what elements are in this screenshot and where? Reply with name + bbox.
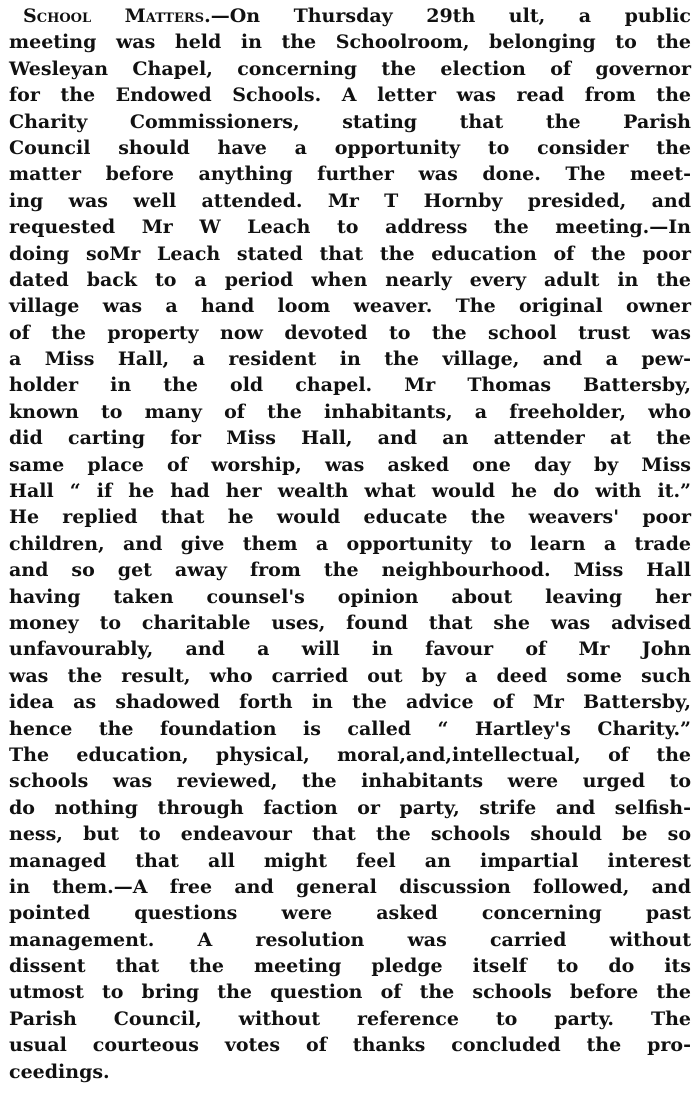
article-line: unfavourably, and a will in favour of Mr John [9, 638, 691, 661]
article-line: Parish Council, without reference to party. The [9, 1007, 691, 1030]
article-line: utmost to bring the question of the schools before the [9, 981, 691, 1004]
article-line: Charity Commissioners, stating that the Parish [9, 110, 691, 133]
article-text: —On Thursday 29th ult, a public [210, 5, 691, 27]
article-line: hence the foundation is called “ Hartley's Charity.” [9, 717, 691, 740]
article-line: Wesleyan Chapel, concerning the election of governor [9, 57, 691, 80]
article-line: management. A resolution was carried without [9, 928, 691, 951]
article-line: pointed questions were asked concerning past [9, 902, 691, 925]
newspaper-article [9, 3, 691, 1085]
article-line: do nothing through faction or party, strife and selfish- [9, 796, 691, 819]
article-line: ing was well attended. Mr T Hornby presided, and [9, 189, 691, 212]
article-line: doing soMr Leach stated that the education of the poor [9, 242, 691, 265]
article-line: managed that all might feel an impartial interest [9, 849, 691, 872]
article-line: Council should have a opportunity to consider the [9, 136, 691, 159]
article-first-line [9, 3, 691, 29]
article-line: of the property now devoted to the school trust was [9, 321, 691, 344]
article-line: usual courteous votes of thanks concluded the pro- [9, 1034, 691, 1057]
article-line: a Miss Hall, a resident in the village, and a pew- [9, 348, 691, 371]
article-line: matter before anything further was done. The meet- [9, 163, 691, 186]
article-line: known to many of the inhabitants, a freeholder, who [9, 400, 691, 423]
article-line: for the Endowed Schools. A letter was read from the [9, 84, 691, 107]
article-line: requested Mr W Leach to address the meeting.—In [9, 216, 691, 239]
article-line: children, and give them a opportunity to learn a trade [9, 532, 691, 555]
article-line: was the result, who carried out by a deed some such [9, 664, 691, 687]
article-line: village was a hand loom weaver. The original owner [9, 295, 691, 318]
article-line: The education, physical, moral,and,intellectual, of the [9, 743, 691, 766]
article-heading: School Matters. [23, 5, 211, 27]
article-line: ness, but to endeavour that the schools should be so [9, 823, 691, 846]
article-line: idea as shadowed forth in the advice of Mr Battersby, [9, 691, 691, 714]
article-line: money to charitable uses, found that she was advised [9, 611, 691, 634]
article-line: same place of worship, was asked one day by Miss [9, 453, 691, 476]
article-line: ceedings. [9, 1060, 110, 1083]
article-line: Hall “ if he had her wealth what would he do with it.” [9, 480, 691, 503]
article-line: He replied that he would educate the weavers' poor [9, 506, 691, 529]
article-line: dissent that the meeting pledge itself to do its [9, 955, 691, 978]
article-line: in them.—A free and general discussion followed, and [9, 875, 691, 898]
article-line: having taken counsel's opinion about leaving her [9, 585, 691, 608]
article-line: schools was reviewed, the inhabitants were urged to [9, 770, 691, 793]
article-body [9, 29, 691, 1085]
article-line: meeting was held in the Schoolroom, belonging to the [9, 31, 691, 54]
article-line: and so get away from the neighbourhood. Miss Hall [9, 559, 691, 582]
article-line: did carting for Miss Hall, and an attender at the [9, 427, 691, 450]
article-line: dated back to a period when nearly every adult in the [9, 268, 691, 291]
article-line: holder in the old chapel. Mr Thomas Battersby, [9, 374, 691, 397]
